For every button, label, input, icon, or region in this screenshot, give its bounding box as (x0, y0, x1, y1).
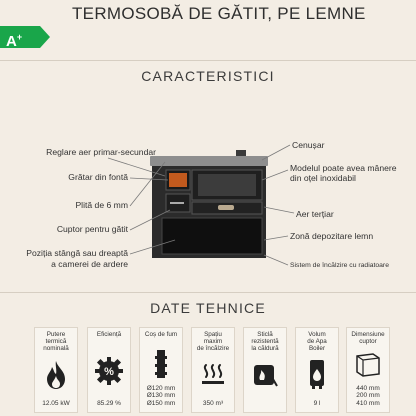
spec-title: Coș de fum (144, 331, 178, 338)
separator (0, 292, 416, 293)
section-title-characteristics: CARACTERISTICI (141, 68, 275, 84)
spec-title: Putere termică nominală (43, 331, 69, 352)
callout-left-hob-plate: Plită de 6 mm (75, 200, 128, 210)
glass-icon (251, 362, 279, 390)
spec-value: 440 mm 200 mm 410 mm (356, 384, 380, 407)
spec-title: Dimensiune cuptor (351, 331, 385, 345)
callout-left-oven: Cuptor pentru gătit (56, 224, 128, 234)
callout-right-tertiary-air: Aer terțiar (296, 209, 334, 219)
callout-right-radiator-system: Sistem de încălzire cu radiatoare (290, 262, 389, 269)
callout-left-cast-iron-grate: Grătar din fontă (68, 172, 128, 182)
spec-title: Eficiență (96, 331, 122, 338)
spec-value: 12.05 kW (42, 399, 70, 407)
spec-value: Ø120 mm Ø130 mm Ø150 mm (146, 384, 176, 407)
energy-class-letter: A (6, 33, 17, 50)
spec-card-glass (243, 327, 287, 413)
spec-value: 350 m³ (202, 399, 224, 407)
spec-card-efficiency (87, 327, 131, 413)
spec-card-chimney (139, 327, 183, 413)
chimney-pipe-icon (154, 348, 168, 380)
heat-waves-icon (200, 362, 226, 388)
callout-right-handles-2: din oțel inoxidabil (290, 173, 356, 183)
callout-right-handles: Modelul poate avea mânere (290, 163, 397, 173)
spec-value: 9 l (313, 399, 321, 407)
spec-title: Sticlă rezistentă la căldură (251, 331, 279, 352)
gear-percent-icon (94, 356, 124, 386)
energy-class-plus: + (16, 32, 23, 42)
callout-left-air-control: Reglare aer primar-secundar (46, 147, 156, 157)
spec-card-power (34, 327, 78, 413)
spec-title: Spațiu maxim de încălzire (196, 331, 230, 352)
flame-icon (43, 360, 69, 390)
callout-left-firebox-position: Poziția stângă sau dreaptă (26, 248, 128, 258)
section-title-specs: DATE TEHNICE (150, 300, 266, 316)
spec-card-boiler (295, 327, 339, 413)
spec-title: Volum de Apa Boiler (307, 331, 327, 352)
page-title: TERMOSOBĂ DE GĂTIT, PE LEMNE (72, 4, 366, 23)
callout-right-ash-pan: Cenușar (292, 140, 325, 150)
spec-card-heating-space (191, 327, 235, 413)
callout-left-firebox-position-2: a camerei de ardere (51, 259, 128, 269)
boiler-icon (307, 358, 327, 390)
spec-card-oven-dimensions (346, 327, 390, 413)
svg-text:%: % (104, 366, 114, 378)
spec-value: 85.29 % (97, 399, 121, 407)
callout-right-wood-storage: Zonă depozitare lemn (290, 231, 374, 241)
oven-dimensions-icon (353, 350, 383, 380)
